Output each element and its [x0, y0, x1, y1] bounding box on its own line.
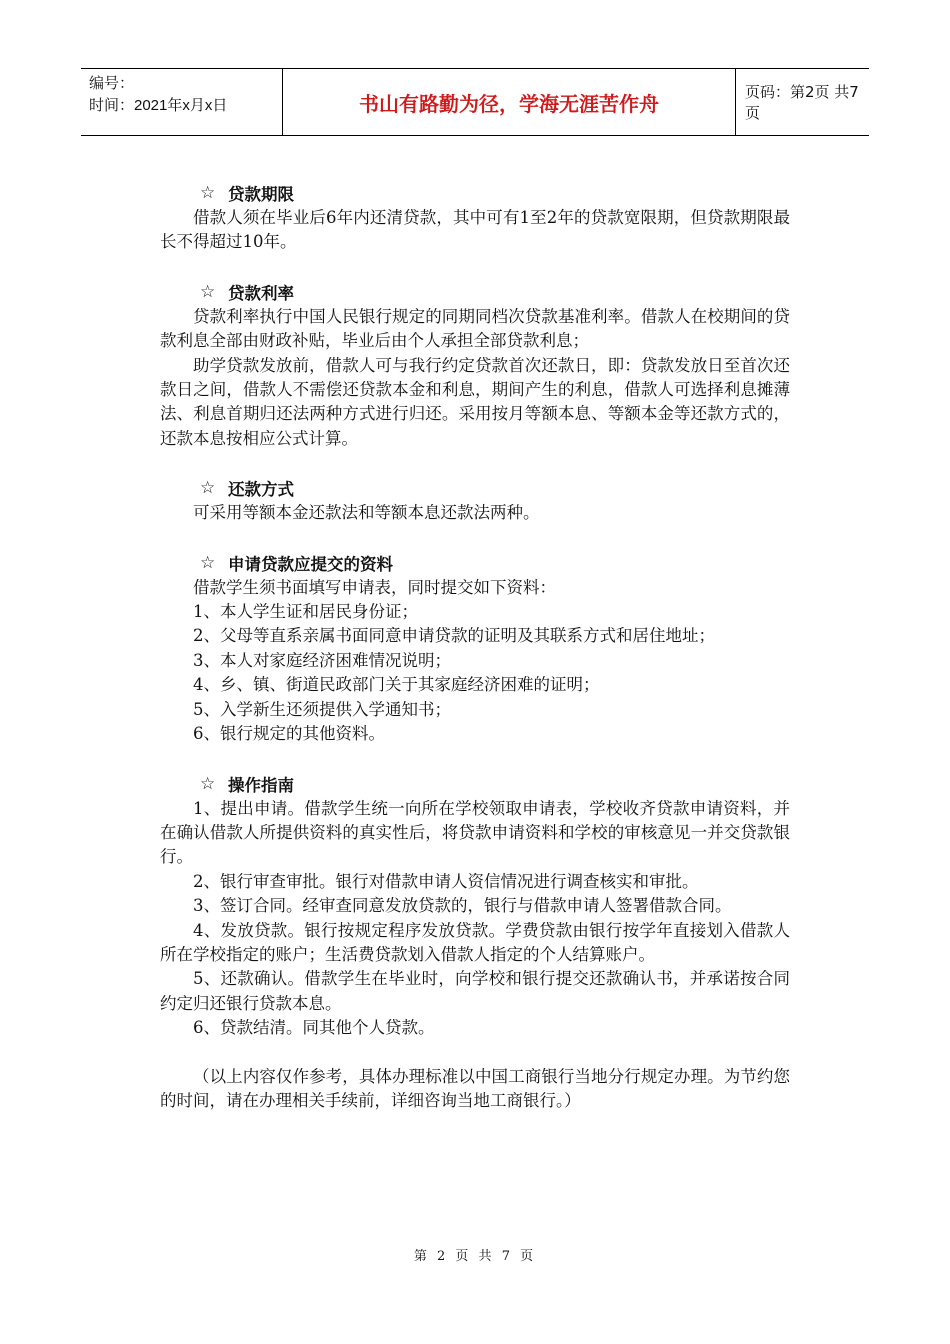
- paragraph: 可采用等额本金还款法和等额本息还款法两种。: [193, 503, 540, 523]
- header-page-number: 页码：第2页 共7页: [745, 83, 859, 122]
- disclaimer-note: （以上内容仅作参考，具体办理标准以中国工商银行当地分行规定办理。为节约您的时间，请在办理相关手续前，详细咨询当地工商银行。）: [160, 1066, 790, 1110]
- section-title: [200, 771, 790, 797]
- star-outline-icon: ☆: [200, 281, 216, 302]
- section-title-text: 贷款利率: [228, 283, 294, 303]
- list-item: 5、还款确认。借款学生在毕业时，向学校和银行提交还款确认书，并承诺按合同约定归还银行贷款本息。: [160, 969, 790, 1013]
- list-item: 6、贷款结清。同其他个人贷款。: [193, 1018, 435, 1038]
- section-title-text: 操作指南: [228, 775, 294, 795]
- document-number-label: 编号：: [89, 75, 135, 92]
- list-item: 4、乡、镇、街道民政部门关于其家庭经济困难的证明；: [193, 675, 600, 695]
- star-outline-icon: ☆: [200, 552, 216, 573]
- document-body: [160, 180, 790, 1113]
- header-meta: [81, 69, 283, 135]
- page-header: [81, 68, 869, 136]
- section-title: [200, 475, 790, 501]
- document-date-label: 时间：2021年x月x日: [89, 97, 228, 114]
- paragraph: 助学贷款发放前，借款人可与我行约定贷款首次还款日，即：贷款发放日至首次还款日之间，借款人不需偿还贷款本金和利息，期间产生的利息，借款人可选择利息摊薄法、利息首期归还法两种方式进行归还。采用按月等额本息、等额本金等还款方式的，还款本息按相应公式计算。: [160, 355, 790, 448]
- list-item: 5、入学新生还须提供入学通知书；: [193, 699, 451, 719]
- star-outline-icon: ☆: [200, 183, 216, 203]
- section-title-text: 申请贷款应提交的资料: [228, 554, 393, 574]
- list-item: 1、本人学生证和居民身份证；: [193, 602, 418, 622]
- section-title-text: 贷款期限: [228, 185, 294, 204]
- section-title: [200, 279, 790, 305]
- section-interest-rate: [160, 279, 790, 451]
- list-item: 3、签订合同。经审查同意发放贷款的，银行与借款申请人签署借款合同。: [193, 896, 732, 916]
- page-footer: 第 2 页 共 7 页: [413, 1249, 537, 1264]
- section-title: [200, 180, 790, 206]
- section-title: [200, 550, 790, 576]
- list-item: 6、银行规定的其他资料。: [193, 724, 385, 744]
- list-item: 1、提出申请。借款学生统一向所在学校领取申请表，学校收齐贷款申请资料，并在确认借款人所提供资料的真实性后，将贷款申请资料和学校的审核意见一并交贷款银行。: [160, 798, 790, 867]
- section-operation-guide: [160, 771, 790, 1041]
- paragraph: 贷款利率执行中国人民银行规定的同期同档次贷款基准利率。借款人在校期间的贷款利息全部由财政补贴，毕业后由个人承担全部贷款利息；: [160, 306, 790, 351]
- star-outline-icon: ☆: [200, 773, 216, 794]
- paragraph: 借款人须在毕业后6年内还清贷款，其中可有1至2年的贷款宽限期，但贷款期限最长不得超过10年。: [160, 208, 790, 252]
- paragraph: 借款学生须书面填写申请表，同时提交如下资料：: [193, 577, 556, 597]
- list-item: 3、本人对家庭经济困难情况说明；: [193, 650, 451, 670]
- header-motto: 书山有路勤为径，学海无涯苦作舟: [283, 69, 736, 135]
- star-outline-icon: ☆: [200, 478, 216, 499]
- list-item: 2、父母等直系亲属书面同意申请贷款的证明及其联系方式和居住地址；: [193, 626, 715, 646]
- list-item: 4、发放贷款。银行按规定程序发放贷款。学费贷款由银行按学年直接划入借款人所在学校指定的账户；生活费贷款划入借款人指定的个人结算账户。: [160, 920, 790, 964]
- list-item: 2、银行审查审批。银行对借款申请人资信情况进行调查核实和审批。: [193, 871, 699, 891]
- section-loan-term: [160, 180, 790, 255]
- section-title-text: 还款方式: [228, 480, 294, 500]
- section-repayment-method: [160, 475, 790, 525]
- section-required-documents: [160, 550, 790, 747]
